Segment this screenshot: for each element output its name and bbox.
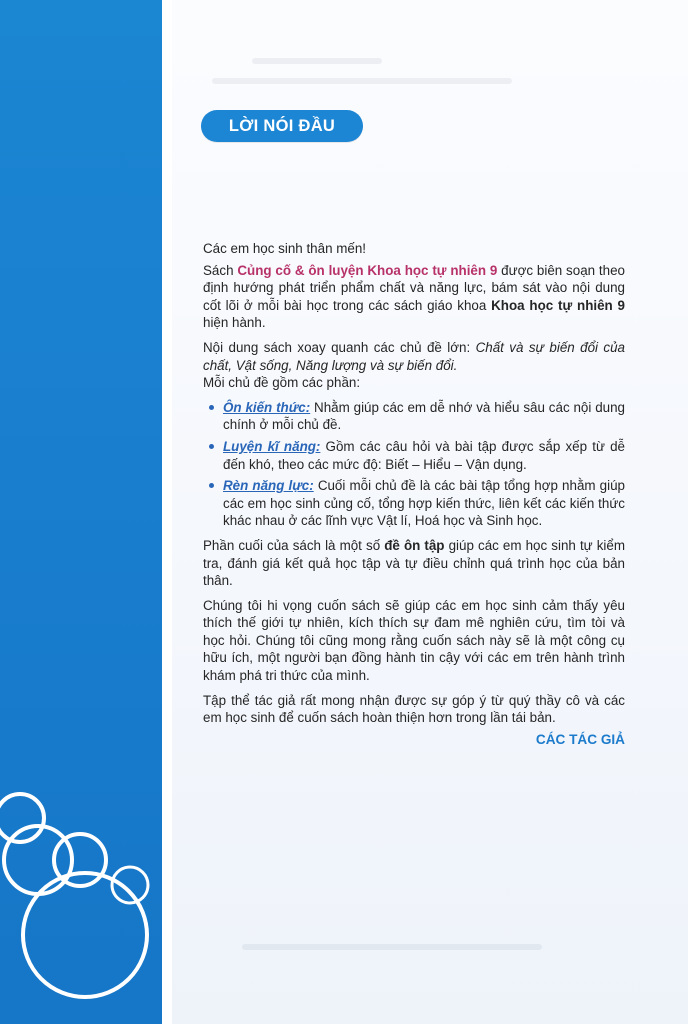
text-run: Phần cuối của sách là một số bbox=[203, 537, 385, 553]
greeting: Các em học sinh thân mến! bbox=[203, 241, 367, 256]
bubble-circle bbox=[23, 873, 147, 997]
bubble-circle bbox=[0, 794, 44, 842]
text-run: giúp các em học sinh tự kiểm tra, đánh giá kết quả học tập và tự điều chỉnh quá trình học của bản thân. bbox=[203, 537, 625, 589]
parts-list bbox=[203, 399, 625, 530]
textbook-title: Khoa học tự nhiên 9 bbox=[491, 297, 626, 313]
signature: CÁC TÁC GIẢ bbox=[535, 731, 625, 747]
part-text: Cuối mỗi chủ đề là các bài tập tổng hợp nhằm giúp các em học sinh củng cố, tổng hợp kiến thức, liên kết các kiến thức khác nhau ở các lĩnh vực Vật lí, Hoá học và Sinh học. bbox=[223, 478, 625, 529]
bubble-circle bbox=[112, 867, 148, 903]
paragraph-feedback: Tập thể tác giả rất mong nhận được sự góp ý từ quý thầy cô và các em học sinh để cuốn sách hoàn thiện hơn trong lần tái bản. bbox=[203, 692, 625, 726]
paragraph-book-intro bbox=[203, 262, 625, 332]
part-term: Ôn kiến thức: bbox=[223, 399, 311, 415]
book-title: Củng cố & ôn luyện Khoa học tự nhiên 9 bbox=[237, 262, 498, 278]
part-term: Rèn năng lực: bbox=[223, 478, 314, 494]
list-item bbox=[203, 399, 625, 434]
paragraph-hope: Chúng tôi hi vọng cuốn sách sẽ giúp các em học sinh cảm thấy yêu thích thế giới tự nhiên, kích thích sự đam mê nghiên cứu, tìm tòi và học hỏi. Chúng tôi cũng mong rằng cuốn sách này sẽ là một công cụ hữu ích, một người bạn đồng hành tin cậy với các em trên hành trình khám phá tri thức của mình. bbox=[203, 597, 625, 684]
parts-intro: Mỗi chủ đề gồm các phần: bbox=[203, 375, 361, 391]
preface-body bbox=[203, 240, 625, 748]
topics-list: Chất và sự biến đổi của chất, Vật sống, Năng lượng và sự biến đổi. bbox=[203, 339, 625, 373]
show-through-line bbox=[252, 58, 382, 64]
list-item bbox=[203, 477, 625, 530]
bullet-icon bbox=[209, 405, 214, 410]
review-tests-term: đề ôn tập bbox=[384, 537, 445, 553]
text-run: Sách bbox=[203, 262, 238, 278]
text-run: hiện hành. bbox=[203, 315, 266, 331]
part-text: Gồm các câu hỏi và bài tập được sắp xếp từ dễ đến khó, theo các mức độ: Biết – Hiểu – Vận dụng. bbox=[223, 438, 625, 472]
show-through-line bbox=[242, 944, 542, 950]
list-item bbox=[203, 438, 625, 473]
show-through-line bbox=[212, 78, 512, 84]
part-text: Nhằm giúp các em dễ nhớ và hiểu sâu các nội dung chính ở mỗi chủ đề. bbox=[223, 399, 625, 433]
bubbles-decoration bbox=[0, 790, 170, 1024]
part-term: Luyện kĩ năng: bbox=[223, 438, 321, 454]
bullet-icon bbox=[209, 444, 214, 449]
page-title: LỜI NÓI ĐẦU bbox=[201, 110, 363, 142]
paragraph-review-tests bbox=[203, 537, 625, 590]
text-run: Nội dung sách xoay quanh các chủ đề lớn: bbox=[203, 339, 476, 355]
text-run: được biên soạn theo định hướng phát triển phẩm chất và năng lực, bám sát vào nội dung cốt lõi ở mỗi bài học trong các sách giáo khoa bbox=[203, 262, 625, 313]
paragraph-topics bbox=[203, 339, 625, 374]
bullet-icon bbox=[209, 483, 214, 488]
